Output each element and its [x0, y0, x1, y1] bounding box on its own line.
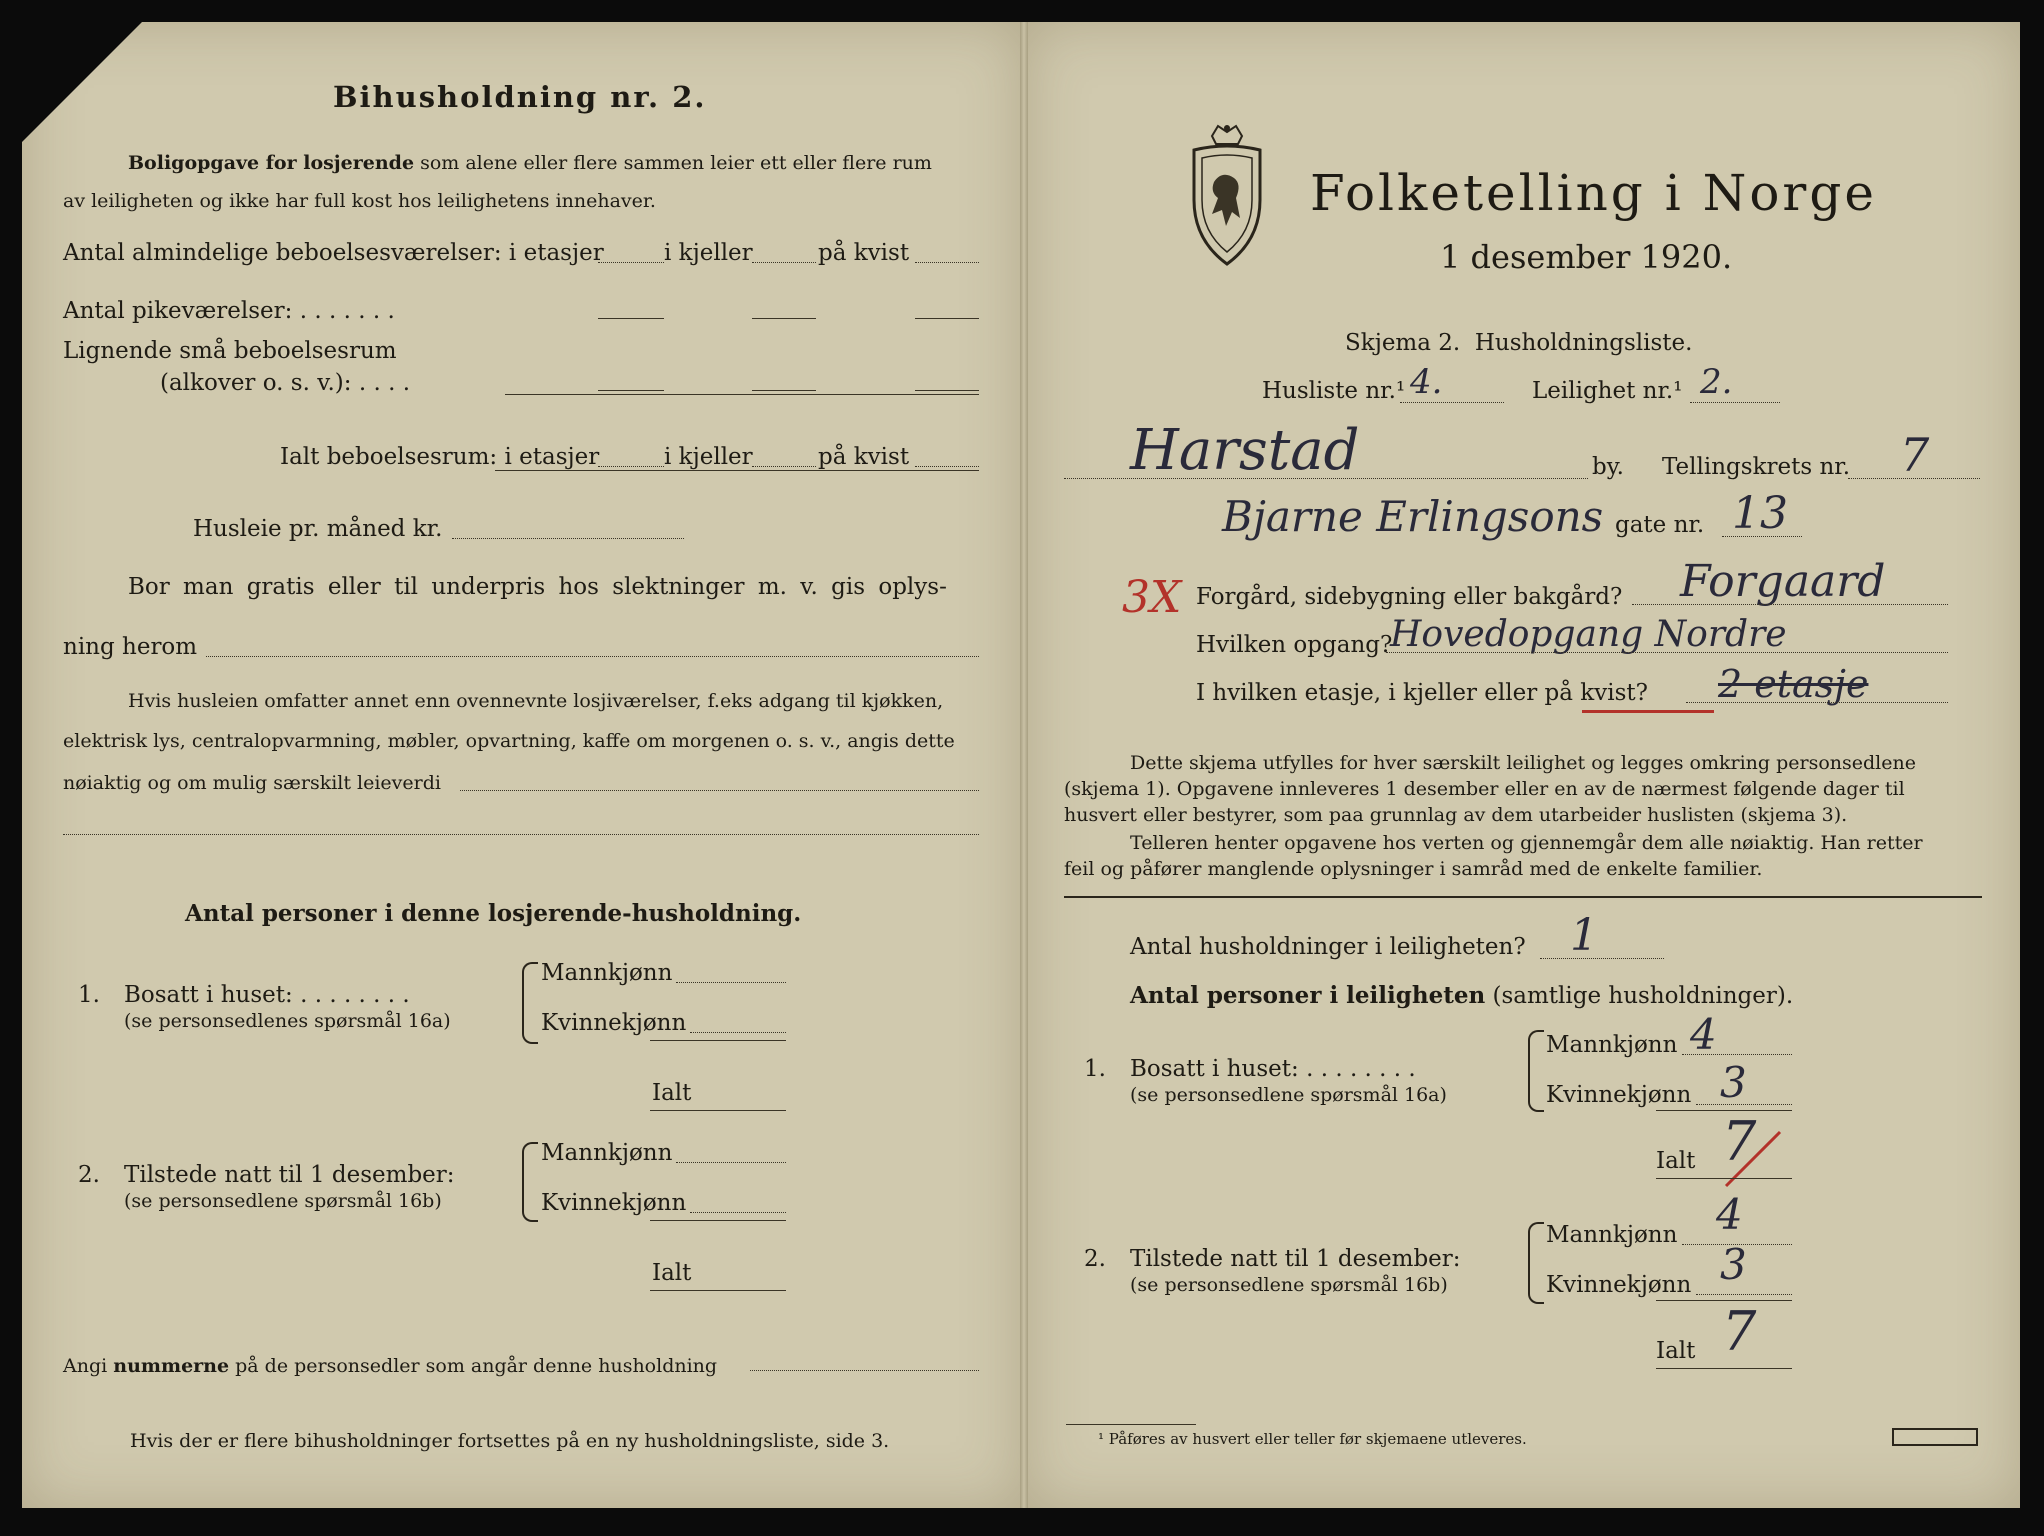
pike-kvist-field[interactable] — [915, 318, 979, 319]
lign-kvist-field[interactable] — [915, 390, 979, 391]
gratis-field[interactable] — [206, 656, 979, 657]
left-q2-mann-label: Mannkjønn — [541, 1140, 673, 1166]
right-q2-ialt-field — [1656, 1368, 1792, 1369]
pike-label: Antal pikeværelser: . . . . . . . — [63, 298, 395, 324]
left-q2-kvinne-label: Kvinnekjønn — [541, 1190, 687, 1216]
lign-kjeller-field[interactable] — [752, 390, 816, 391]
etasje-field — [1686, 702, 1948, 703]
rooms-etasjer-field[interactable] — [598, 262, 664, 263]
opgang-label: Hvilken opgang? — [1196, 632, 1393, 658]
husholdninger-value[interactable]: 1 — [1570, 910, 1598, 961]
angi-line: Angi nummerne på de personsedler som angår denne husholdning — [63, 1355, 718, 1377]
krets-label: Tellingskrets nr. — [1662, 454, 1851, 480]
skjema-label: Skjema 2. Husholdningsliste. — [1345, 330, 1693, 356]
left-q2-ialt-field[interactable] — [650, 1290, 786, 1291]
footnote: ¹ Påføres av husvert eller teller før skjemaene utleveres. — [1098, 1430, 1527, 1448]
left-q2-num: 2. — [78, 1162, 100, 1188]
left-q1-mann-label: Mannkjønn — [541, 960, 673, 986]
pike-etasjer-field[interactable] — [598, 318, 664, 319]
opgang-value[interactable]: Hovedopgang Nordre — [1390, 614, 1787, 655]
lignende-label-1: Lignende små beboelsesrum — [63, 338, 397, 364]
etasje-value[interactable]: 2 etasje — [1718, 662, 1869, 706]
left-q2-sum-line — [650, 1220, 786, 1221]
left-title: Bihusholdning nr. 2. — [333, 80, 707, 114]
right-q1-ialt-value[interactable]: 7 — [1722, 1110, 1757, 1173]
left-q1-brace — [522, 962, 538, 1044]
gratis-line-1: Bor man gratis eller til underpris hos slektninger m. v. gis oplys- — [128, 574, 947, 600]
right-q2-ialt-label: Ialt — [1656, 1338, 1696, 1364]
right-q1-kvinne-field — [1696, 1104, 1792, 1105]
etasje-label: I hvilken etasje, i kjeller eller på kvist? — [1196, 680, 1648, 706]
right-q2-kvinne-value[interactable]: 3 — [1720, 1240, 1747, 1289]
left-q2-brace — [522, 1142, 538, 1222]
right-q1-label: Bosatt i huset: . . . . . . . . — [1130, 1056, 1416, 1082]
lignende-label-2: (alkover o. s. v.): . . . . — [160, 370, 411, 396]
left-q1-num: 1. — [78, 982, 100, 1008]
ialt-kvist-label: på kvist — [818, 444, 910, 470]
right-q2-mann-label: Mannkjønn — [1546, 1222, 1678, 1248]
left-q2-label: Tilstede natt til 1 desember: — [124, 1162, 455, 1188]
left-antal-title: Antal personer i denne losjerende-husholdning. — [185, 900, 802, 927]
right-q2-sub: (se personsedlene spørsmål 16b) — [1130, 1274, 1448, 1296]
right-q2-brace — [1528, 1222, 1544, 1304]
angi-field[interactable] — [750, 1370, 979, 1371]
left-q2-sub: (se personsedlene spørsmål 16b) — [124, 1190, 442, 1212]
right-title: Folketelling i Norge — [1310, 164, 1877, 222]
left-q1-sub: (se personsedlenes spørsmål 16a) — [124, 1010, 451, 1032]
right-q1-mann-value[interactable]: 4 — [1690, 1010, 1717, 1059]
right-q2-ialt-value[interactable]: 7 — [1722, 1300, 1757, 1363]
husleie-label: Husleie pr. måned kr. — [193, 516, 443, 542]
left-q2-mann-field[interactable] — [676, 1162, 786, 1163]
right-q1-num: 1. — [1084, 1056, 1106, 1082]
lign-sum-line — [505, 394, 979, 395]
gate-label: gate nr. — [1615, 512, 1705, 538]
right-q1-ialt-label: Ialt — [1656, 1148, 1696, 1174]
by-value[interactable]: Harstad — [1130, 418, 1360, 483]
rooms-label: Antal almindelige beboelsesværelser: i etasjer — [63, 240, 604, 266]
ialt-kvist-field[interactable] — [915, 466, 979, 467]
left-q1-ialt-field[interactable] — [650, 1110, 786, 1111]
section-divider — [1064, 896, 1982, 898]
leilighet-label: Leilighet nr.¹ — [1532, 378, 1683, 404]
right-q1-kvinne-value[interactable]: 3 — [1720, 1058, 1747, 1107]
gate-nr-field — [1722, 536, 1802, 537]
leilighet-value[interactable]: 2. — [1700, 362, 1733, 402]
rooms-kvist-field[interactable] — [915, 262, 979, 263]
right-q1-mann-field — [1682, 1054, 1792, 1055]
right-q2-mann-value[interactable]: 4 — [1716, 1190, 1743, 1239]
ialt-etasjer-field[interactable] — [598, 466, 664, 467]
left-q2-kvinne-field[interactable] — [690, 1212, 786, 1213]
info-line-4: Telleren henter opgavene hos verten og gjennemgår dem alle nøiaktig. Han retter — [1130, 832, 1923, 854]
page-fold — [1020, 22, 1028, 1508]
by-field — [1064, 478, 1588, 479]
red-strike-line — [1582, 710, 1714, 713]
husholdninger-field — [1540, 958, 1664, 959]
gratis-line-2: ning herom — [63, 634, 198, 660]
red-check-mark: 3X — [1122, 572, 1182, 623]
ialt-kjeller-field[interactable] — [752, 466, 816, 467]
footnote-rule — [1066, 1424, 1196, 1425]
red-check-icon — [1718, 1126, 1788, 1196]
lign-etasjer-field[interactable] — [598, 390, 664, 391]
left-q1-ialt-label: Ialt — [652, 1080, 692, 1106]
right-q1-mann-label: Mannkjønn — [1546, 1032, 1678, 1058]
rooms-kjeller-label: i kjeller — [664, 240, 753, 266]
krets-value[interactable]: 7 — [1900, 428, 1930, 482]
left-q2-ialt-label: Ialt — [652, 1260, 692, 1286]
left-q1-mann-field[interactable] — [676, 982, 786, 983]
left-footer: Hvis der er flere bihusholdninger fortsettes på en ny husholdningsliste, side 3. — [130, 1430, 890, 1452]
hvis-line-1: Hvis husleien omfatter annet enn ovennevnte losjiværelser, f.eks adgang til kjøkken, — [128, 690, 944, 712]
right-q1-sub: (se personsedlene spørsmål 16a) — [1130, 1084, 1447, 1106]
right-q2-label: Tilstede natt til 1 desember: — [1130, 1246, 1461, 1272]
intro-line-2: av leiligheten og ikke har full kost hos leilighetens innehaver. — [63, 190, 656, 212]
opgang-field — [1386, 652, 1948, 653]
right-q1-ialt-field — [1656, 1178, 1792, 1179]
leieverdi-field-2[interactable] — [63, 834, 979, 835]
hvis-line-3: nøiaktig og om mulig særskilt leieverdi — [63, 772, 441, 794]
husleie-field[interactable] — [452, 538, 684, 539]
right-q1-brace — [1528, 1030, 1544, 1112]
right-q2-kvinne-field — [1696, 1294, 1792, 1295]
info-line-2: (skjema 1). Opgavene innleveres 1 desember eller en av de nærmest følgende dager til — [1064, 778, 1905, 800]
right-antal-title: Antal personer i leiligheten (samtlige husholdninger). — [1130, 982, 1794, 1009]
forgaard-label: Forgård, sidebygning eller bakgård? — [1196, 584, 1623, 610]
husliste-label: Husliste nr.¹ — [1262, 378, 1406, 404]
left-q1-kvinne-field[interactable] — [690, 1032, 786, 1033]
rooms-kjeller-field[interactable] — [752, 262, 816, 263]
printer-stamp — [1892, 1428, 1978, 1446]
gate-value[interactable]: Bjarne Erlingsons — [1222, 492, 1604, 541]
rooms-kvist-label: på kvist — [818, 240, 910, 266]
husholdninger-label: Antal husholdninger i leiligheten? — [1130, 934, 1526, 960]
census-date: 1 desember 1920. — [1440, 238, 1733, 276]
ialt-sum-line — [495, 470, 979, 471]
gate-nr-value[interactable]: 13 — [1732, 488, 1788, 539]
right-q2-kvinne-label: Kvinnekjønn — [1546, 1272, 1692, 1298]
husliste-field — [1400, 402, 1504, 403]
hvis-line-2: elektrisk lys, centralopvarmning, møbler, opvartning, kaffe om morgenen o. s. v., angis dette — [63, 730, 955, 752]
right-q1-kvinne-label: Kvinnekjønn — [1546, 1082, 1692, 1108]
left-q1-sum-line — [650, 1040, 786, 1041]
coat-of-arms-icon — [1182, 122, 1272, 272]
ialt-rooms-label: Ialt beboelsesrum: i etasjer — [280, 444, 600, 470]
leilighet-field — [1690, 402, 1780, 403]
info-line-5: feil og påfører manglende oplysninger i samråd med de enkelte familier. — [1064, 858, 1763, 880]
krets-field — [1848, 478, 1980, 479]
pike-kjeller-field[interactable] — [752, 318, 816, 319]
intro-line-1: Boligopgave for losjerende som alene eller flere sammen leier ett eller flere rum — [128, 152, 932, 174]
leieverdi-field[interactable] — [460, 790, 979, 791]
forgaard-value[interactable]: Forgaard — [1680, 556, 1886, 607]
left-q1-kvinne-label: Kvinnekjønn — [541, 1010, 687, 1036]
right-q2-num: 2. — [1084, 1246, 1106, 1272]
husliste-value[interactable]: 4. — [1410, 362, 1443, 402]
torn-corner — [22, 22, 142, 142]
ialt-kjeller-label: i kjeller — [664, 444, 753, 470]
forgaard-field — [1632, 604, 1948, 605]
info-line-3: husvert eller bestyrer, som paa grunnlag av dem utarbeider huslisten (skjema 3). — [1064, 804, 1848, 826]
by-label: by. — [1592, 454, 1624, 480]
info-line-1: Dette skjema utfylles for hver særskilt leilighet og legges omkring personsedlene — [1130, 752, 1916, 774]
left-q1-label: Bosatt i huset: . . . . . . . . — [124, 982, 410, 1008]
